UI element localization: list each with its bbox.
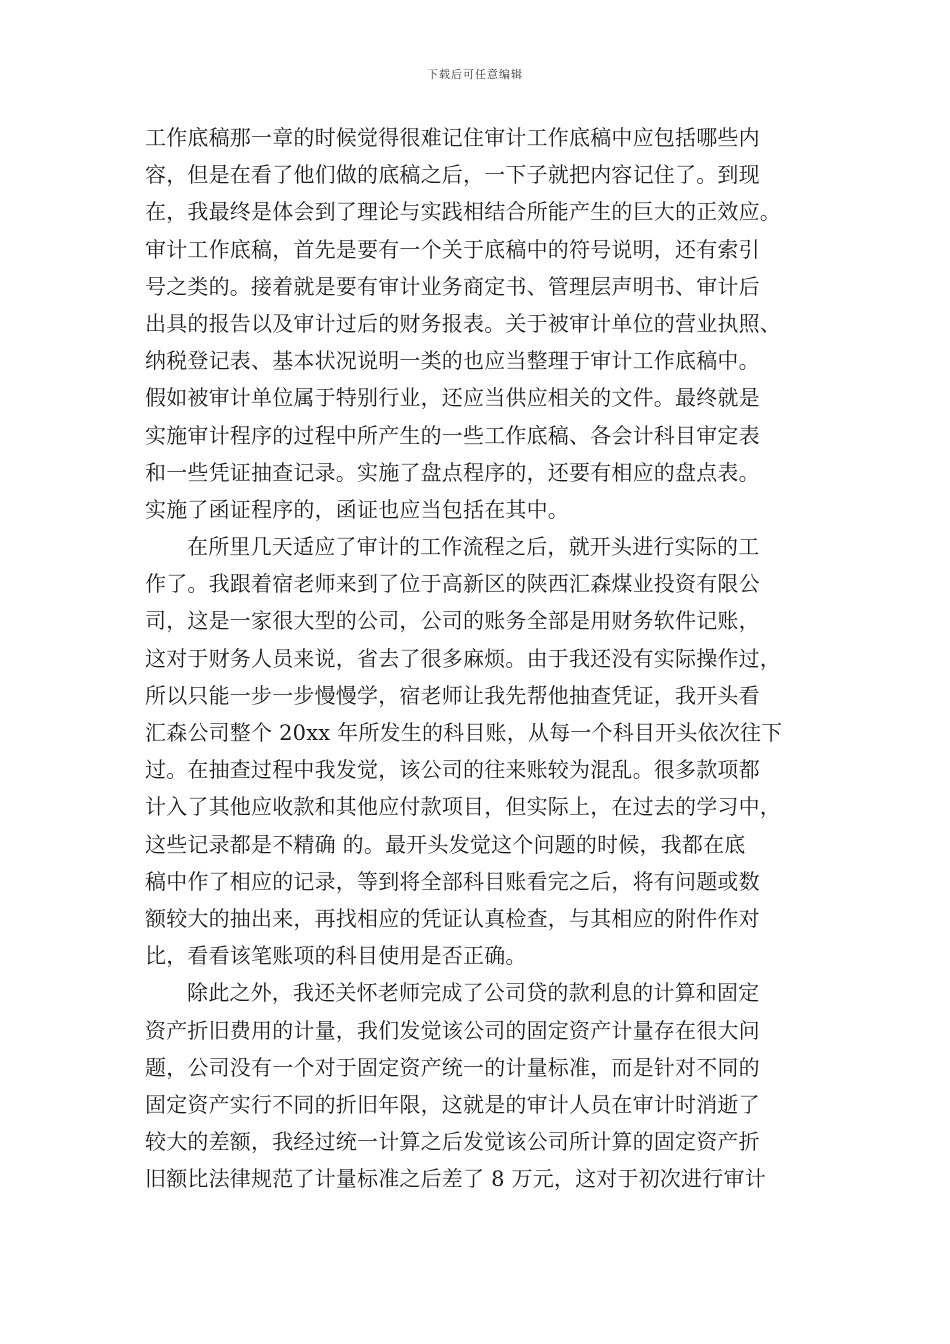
text-line: 汇森公司整个 20xx 年所发生的科目账，从每一个科目开头依次往下 [145,721,783,745]
text-line: 这些记录都是不精确 的。最开头发觉这个问题的时候，我都在底 [145,832,746,857]
text-line: 假如被审计单位属于特别行业，还应当供应相关的文件。最终就是 [145,386,760,411]
text-line: 旧额比法律规范了计量标准之后差了 8 万元，这对于初次进行审计 [145,1167,766,1192]
text-line: 稿中作了相应的记录，等到将全部科目账看完之后，将有问题或数 [145,869,760,894]
text-line: 和一些凭证抽查记录。实施了盘点程序的，还要有相应的盘点表。 [145,460,760,485]
text-line: 司，这是一家很大型的公司，公司的账务全部是用财务软件记账， [145,609,760,634]
text-line: 纳税登记表、基本状况说明一类的也应当整理于审计工作底稿中。 [145,349,760,374]
text-line: 出具的报告以及审计过后的财务报表。关于被审计单位的营业执照、 [145,311,781,336]
text-line: 固定资产实行不同的折旧年限，这就是的审计人员在审计时消逝了 [145,1092,760,1117]
paragraph-first-line: 除此之外，我还关怀老师完成了公司贷的款利息的计算和固定 [187,981,760,1006]
text-line: 计入了其他应收款和其他应付款项目，但实际上，在过去的学习中， [145,795,781,820]
text-line: 较大的差额，我经过统一计算之后发觉该公司所计算的固定资产折 [145,1130,760,1155]
text-line: 容，但是在看了他们做的底稿之后，一下子就把内容记住了。到现 [145,163,760,188]
page-header: 下载后可任意编辑 [427,68,523,81]
document-body [145,120,825,1198]
text-line: 实施审计程序的过程中所产生的一些工作底稿、各会计科目审定表 [145,423,760,448]
text-line: 作了。我跟着宿老师来到了位于高新区的陕西汇森煤业投资有限公 [145,572,760,597]
text-line: 比，看看该笔账项的科目使用是否正确。 [145,944,527,969]
text-line: 实施了函证程序的，函证也应当包括在其中。 [145,497,569,522]
paragraph-first-line: 在所里几天适应了审计的工作流程之后，就开头进行实际的工 [187,535,760,560]
text-line: 过。在抽查过程中我发觉，该公司的往来账较为混乱。很多款项都 [145,758,760,783]
text-line: 号之类的。接着就是要有审计业务商定书、管理层声明书、审计后 [145,274,760,299]
text-line: 所以只能一步一步慢慢学，宿老师让我先帮他抽查凭证，我开头看 [145,683,760,708]
text-line: 题，公司没有一个对于固定资产统一的计量标准，而是针对不同的 [145,1055,760,1080]
text-line: 审计工作底稿，首先是要有一个关于底稿中的符号说明，还有索引 [145,237,760,262]
text-line: 这对于财务人员来说，省去了很多麻烦。由于我还没有实际操作过， [145,646,781,671]
text-line: 工作底稿那一章的时候觉得很难记住审计工作底稿中应包括哪些内 [145,126,760,150]
text-line: 额较大的抽出来，再找相应的凭证认真检查，与其相应的附件作对 [145,906,760,931]
text-line: 资产折旧费用的计量，我们发觉该公司的固定资产计量存在很大问 [145,1018,760,1043]
text-line: 在，我最终是体会到了理论与实践相结合所能产生的巨大的正效应。 [145,200,781,225]
